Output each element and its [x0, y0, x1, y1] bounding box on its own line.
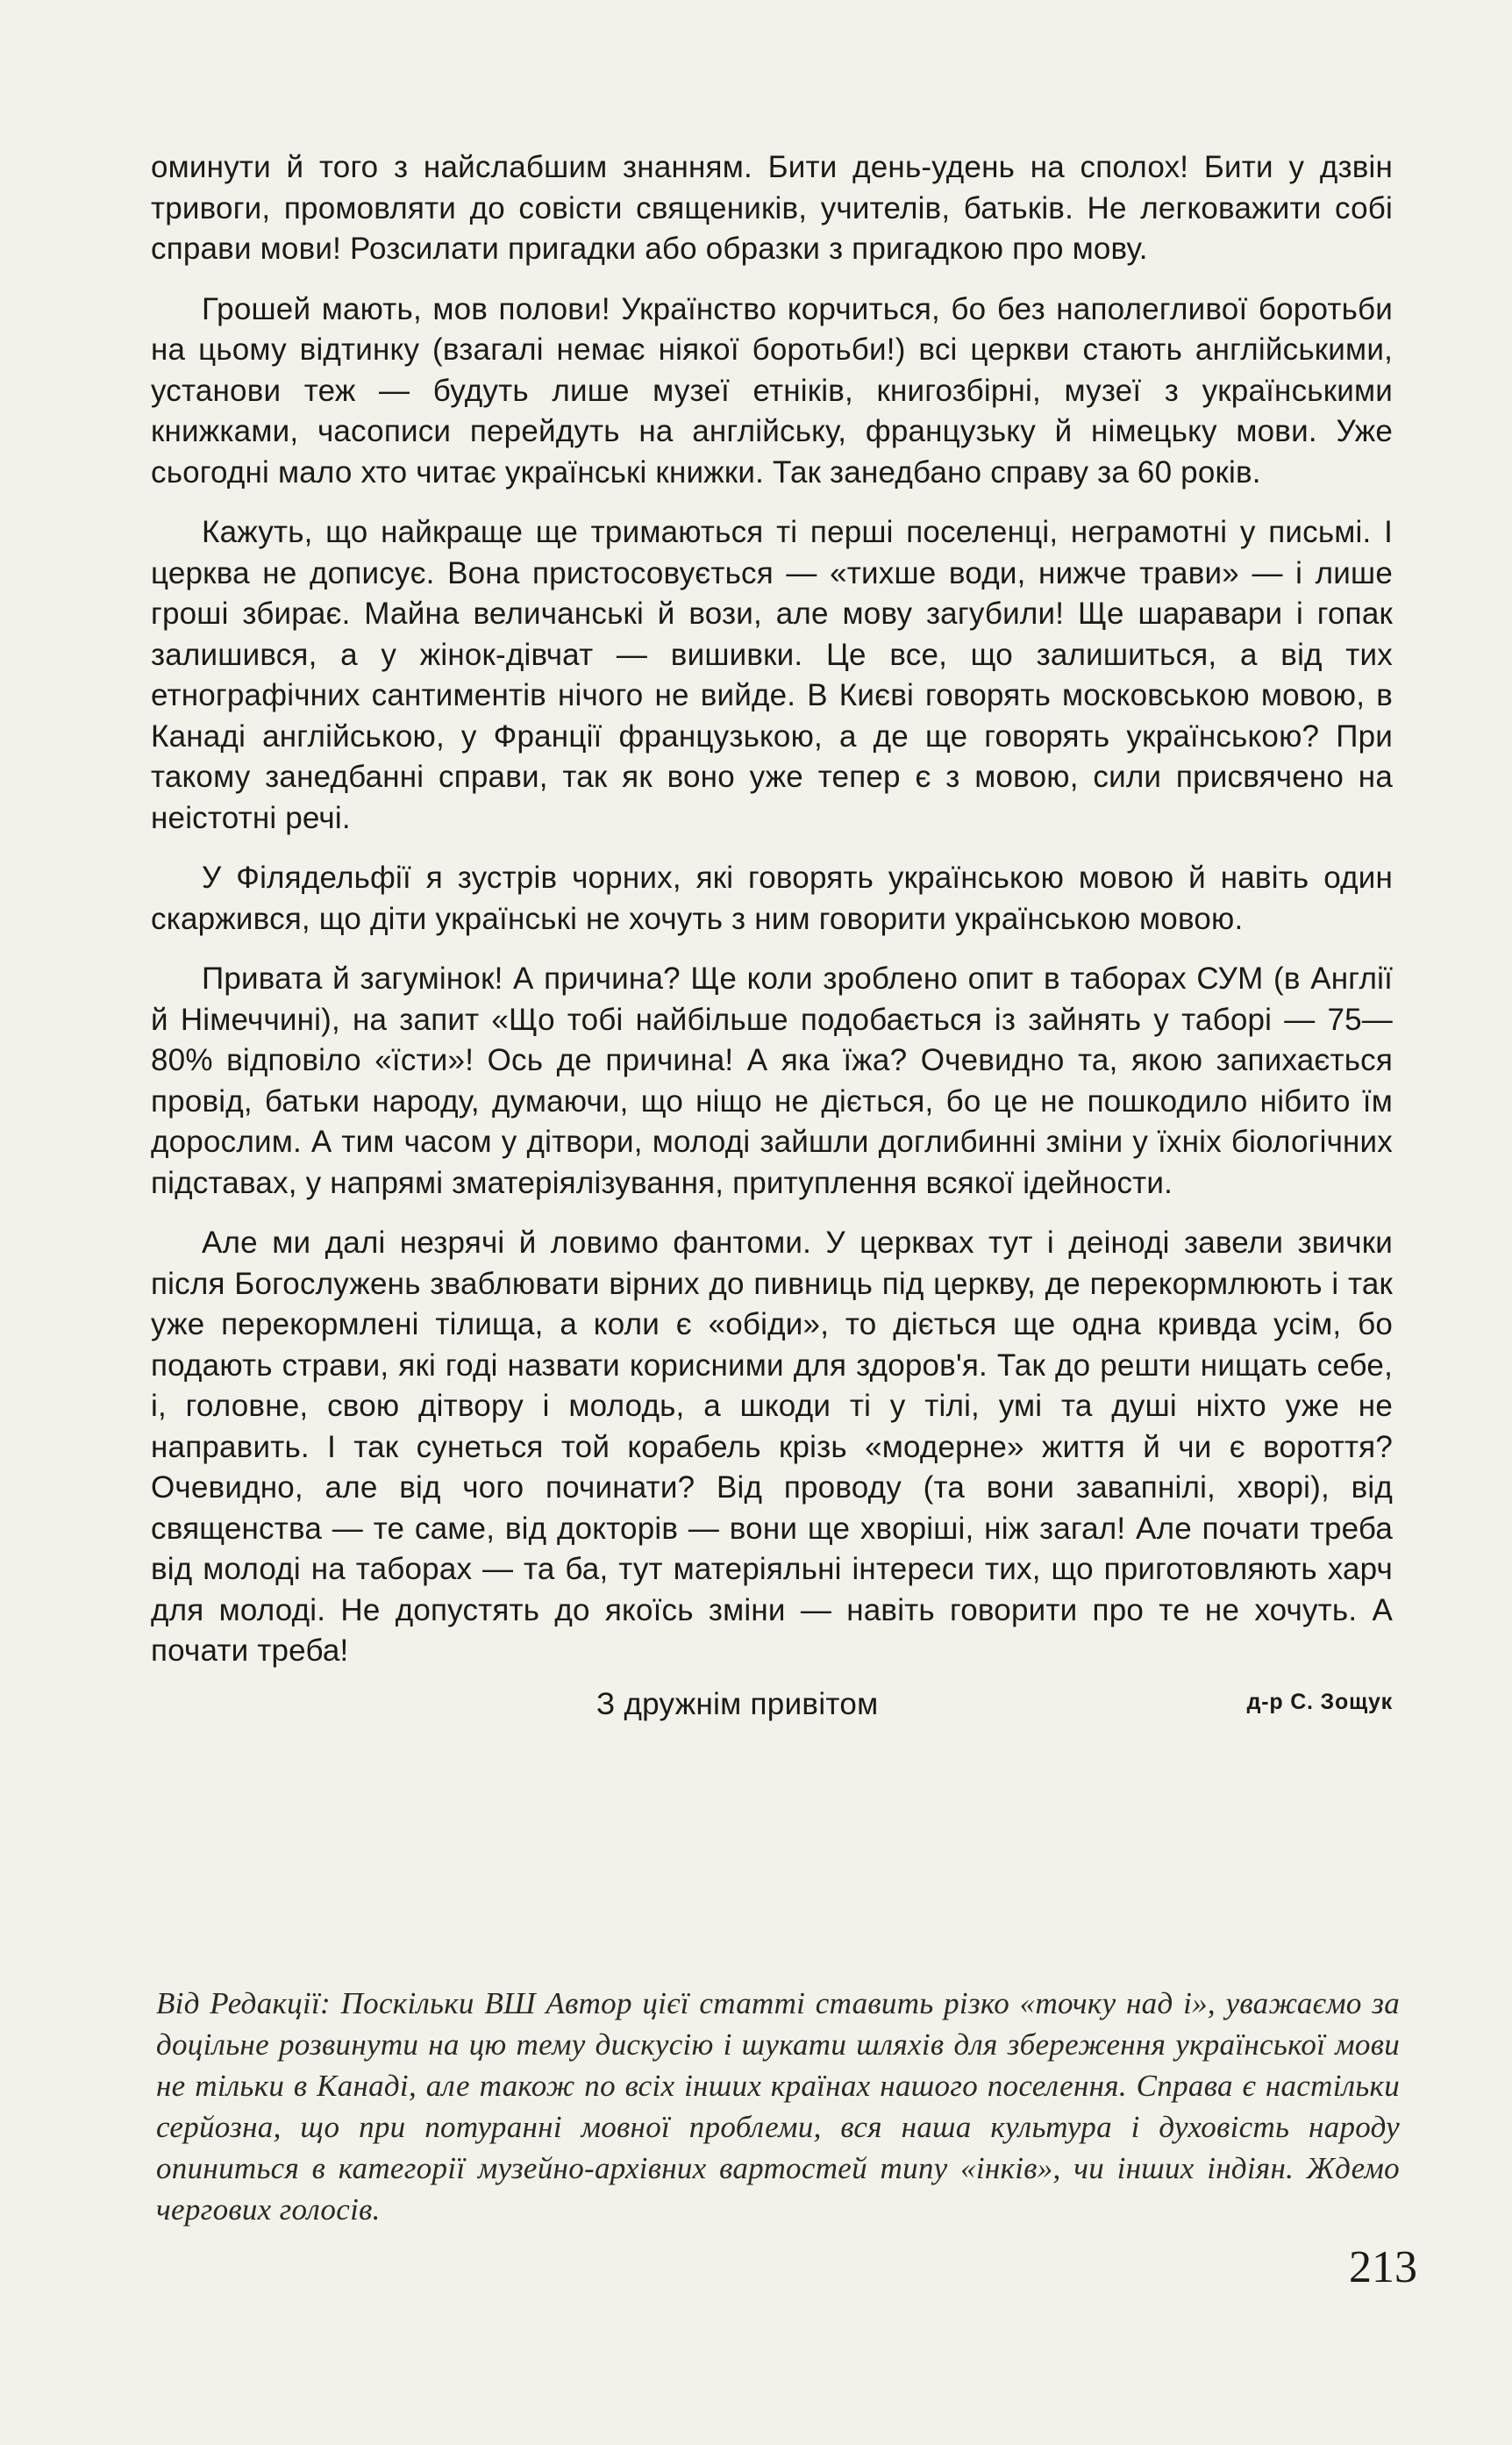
paragraph-3: Кажуть, що найкраще ще тримаються ті перші поселенці, неграмотні у письмі. І церква не дописує. Вона пристосовується — «тихше води, нижче трави» — і лише гроші збирає. Майна величанські й вози, але мову загубили! Ще шаравари і гопак залишився, а у жінок-дівчат — вишивки. Це все, що залишиться, а від тих етнографічних сантиментів нічого не вийде. В Києві говорять московською мовою, в Канаді англійською, у Франції французькою, а де ще говорять українською? При такому занедбанні справи, так як воно уже тепер є з мовою, сили присвячено на неістотні речі.	[151, 515, 1393, 835]
paragraph-1: оминути й того з найслабшим знанням. Бити день-удень на сполох! Бити у дзвін тривоги, промовляти до совісти священиків, учителів, батьків. Не легковажити собі справи мови! Розсилати пригадки або образки з пригадкою про мову.	[151, 150, 1393, 266]
editorial-note: Від Редакції: Поскільки ВШ Автор цієї статті ставить різко «точку над і», уважаємо за доцільне розвинути на цю тему дискусію і шукати шляхів для збереження української мови не тільки в Канаді, але також по всіх інших країнах нашого поселення. Справа є настільки серйозна, що при потуранні мовної проблеми, вся наша культура і духовість народу опиниться в категорії музейно-архівних вартостей типу «інків», чи інших індіян. Ждемо чергових голосів.	[156, 1986, 1400, 2227]
paragraph-6: Але ми далі незрячі й ловимо фантоми. У церквах тут і деіноді завели звички після Богослужень зваблювати вірних до пивниць під церкву, де перекормлюють і так уже перекормлені тілища, а коли є «обіди», то діється ще одна кривда усім, бо подають страви, які годі назвати корисними для здоров'я. Так до решти нищать себе, і, головне, свою дітвору і молодь, а шкоди ті у тілі, умі та душі ніхто уже не направить. І так сунеться той корабель крізь «модерне» життя й чи є вороття? Очевидно, але від чого починати? Від проводу (та вони завапнілі, хворі), від священства — те саме, від докторів — вони ще хворіші, ніж загал! Але почати треба від молоді на таборах — та ба, тут матеріяльні інтереси тих, що приготовляють харч для молоді. Не допустять до якоїсь зміни — навіть говорити про те не хочуть. А почати треба!	[151, 1226, 1393, 1668]
author-signature: д-р С. Зощук	[1246, 1689, 1393, 1714]
page-number: 213	[1349, 2242, 1417, 2292]
paragraph-5: Привата й загумінок! А причина? Ще коли зроблено опит в таборах СУМ (в Англії й Німеччині), на запит «Що тобі найбільше подобається із зайнять у таборі — 75—80% відповіло «їсти»! Ось де причина! А яка їжа? Очевидно та, якою запихається провід, батьки народу, думаючи, що ніщо не діється, бо це не пошкодило нібито їм дорослим. А тим часом у дітвори, молоді зайшли доглибинні зміни у їхніх біологічних підставах, у напрямі зматеріялізування, притуплення всякої ідейности.	[151, 962, 1393, 1200]
paragraph-2: Грошей мають, мов полови! Українство корчиться, бо без наполегливої боротьби на цьому відтинку (взагалі немає ніякої боротьби!) всі церкви стають англійськими, установи теж — будуть лише музеї етніків, книгозбірні, музеї з українськими книжками, часописи перейдуть на англійську, французьку й німецьку мови. Уже сьогодні мало хто читає українські книжки. Так занедбано справу за 60 років.	[151, 291, 1393, 490]
article-body	[151, 147, 1393, 1728]
paragraph-4: У Філядельфії я зустрів чорних, які говорять українською мовою й навіть один скаржився, що діти українські не хочуть з ним говорити українською мовою.	[151, 861, 1393, 936]
closing-line	[151, 1684, 1393, 1728]
closing-greeting: З дружнім привітом	[596, 1686, 879, 1721]
